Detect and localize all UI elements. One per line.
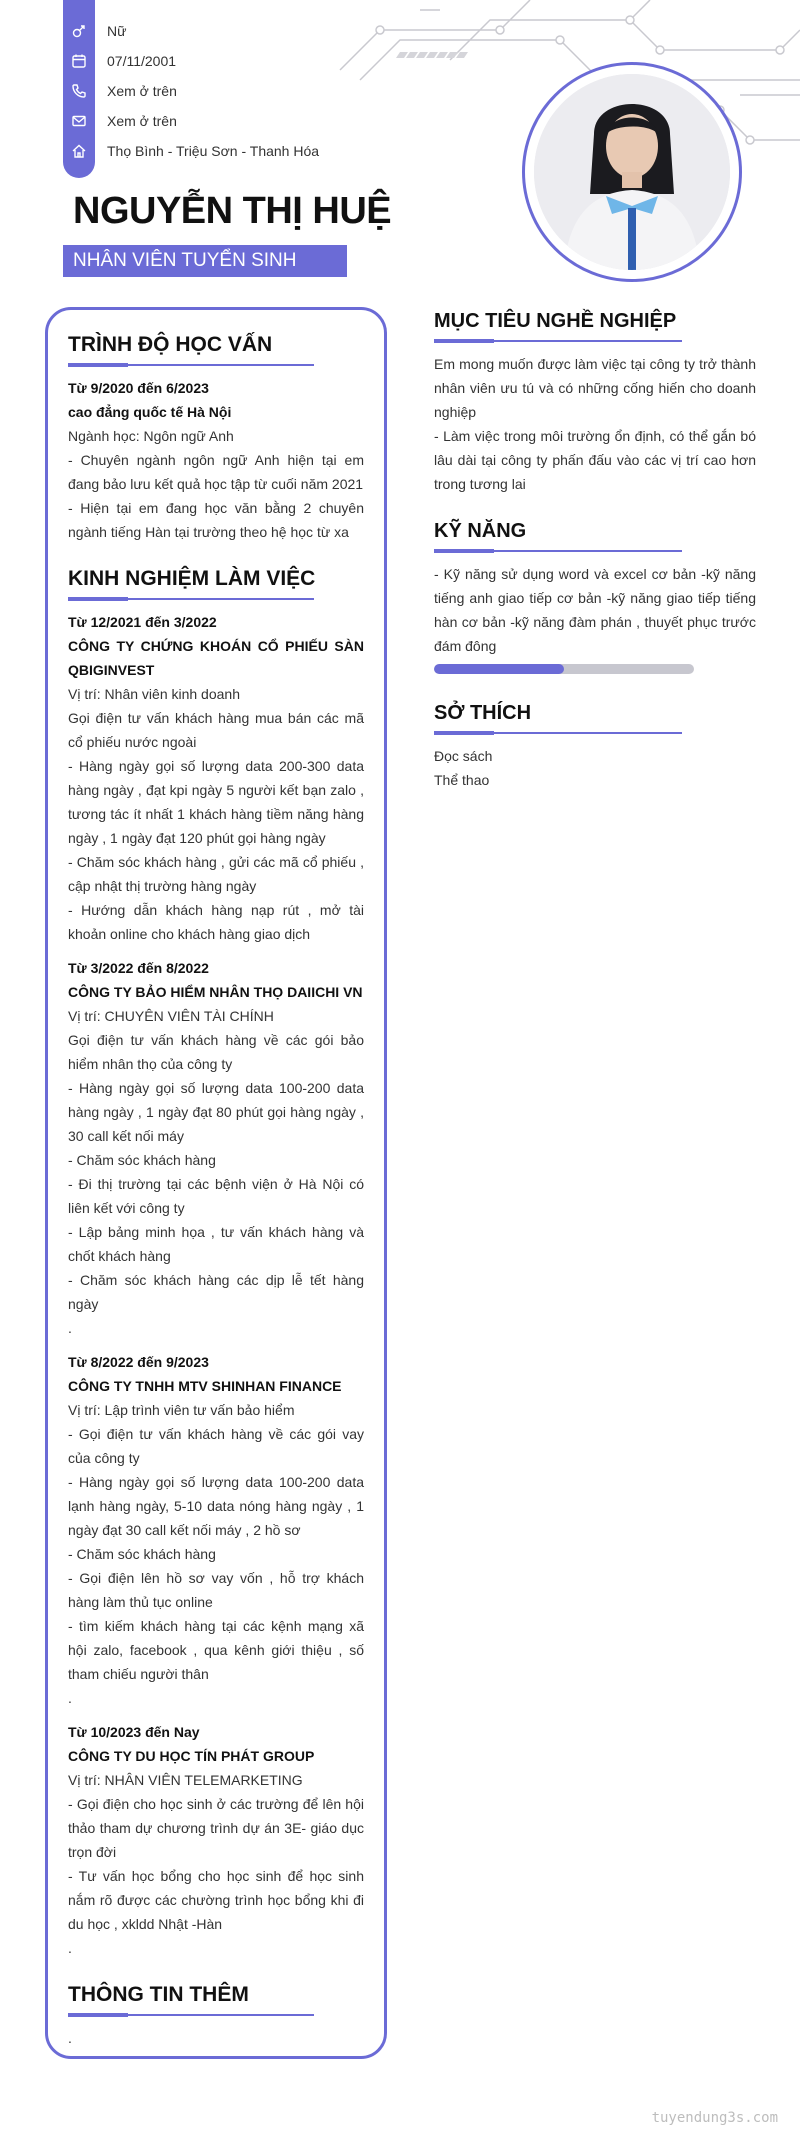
- objective-line: - Làm việc trong môi trường ổn định, có thể gắn bó lâu dài tại công ty phấn đấu vào các vị trí cao hơn trong tương lai: [434, 428, 756, 492]
- experience-company: CÔNG TY BẢO HIỂM NHÂN THỌ DAIICHI VN: [68, 984, 363, 1000]
- experience-title: KINH NGHIỆM LÀM VIỆC: [68, 567, 316, 590]
- left-column: [45, 307, 387, 2059]
- extra-info-section: [68, 1980, 364, 2050]
- experience-line: - Hướng dẫn khách hàng nạp rút , mở tài khoản online cho khách hàng giao dịch: [68, 902, 364, 942]
- contact-address: [63, 136, 319, 166]
- experience-period: Từ 10/2023 đến Nay: [68, 1724, 200, 1740]
- section-underline: [68, 598, 314, 600]
- extra-info-title: THÔNG TIN THÊM: [68, 1983, 249, 2006]
- experience-line: - Chăm sóc khách hàng: [68, 1546, 216, 1562]
- section-underline: [68, 2014, 314, 2016]
- experience-line: - Gọi điện tư vấn khách hàng về các gói vay của công ty: [68, 1426, 364, 1466]
- experience-company: CÔNG TY DU HỌC TÍN PHÁT GROUP: [68, 1748, 315, 1764]
- experience-period: Từ 12/2021 đến 3/2022: [68, 614, 217, 630]
- experience-section: [68, 564, 364, 1960]
- hobby-item: Thể thao: [434, 772, 490, 788]
- section-underline: [434, 550, 682, 552]
- education-item: [68, 376, 364, 544]
- experience-line: .: [68, 1690, 72, 1706]
- experience-line: - Chăm sóc khách hàng: [68, 1152, 216, 1168]
- watermark: tuyendung3s.com: [651, 2110, 778, 2126]
- education-period: Từ 9/2020 đến 6/2023: [68, 380, 209, 396]
- candidate-name: NGUYỄN THỊ HUỆ: [73, 190, 392, 232]
- experience-line: - Gọi điện cho học sinh ở các trường để lên hội thảo tham dự chương trình dự án 3E- giáo dục trọn đời: [68, 1796, 364, 1860]
- experience-line: Vị trí: NHÂN VIÊN TELEMARKETING: [68, 1772, 303, 1788]
- right-column: [434, 306, 756, 792]
- experience-line: .: [68, 1940, 72, 1956]
- section-underline: [434, 732, 682, 734]
- calendar-icon: [63, 46, 95, 76]
- contact-gender: [63, 16, 319, 46]
- hobbies-title: SỞ THÍCH: [434, 702, 532, 724]
- education-title: TRÌNH ĐỘ HỌC VẤN: [68, 333, 273, 356]
- education-section: [68, 330, 364, 544]
- contact-list: [63, 16, 319, 166]
- experience-line: - Gọi điện lên hồ sơ vay vốn , hỗ trợ khách hàng làm thủ tục online: [68, 1570, 364, 1610]
- experience-line: - tìm kiếm khách hàng tại các kệnh mạng xã hội zalo, facebook , qua kênh giới thiệu , số tham chiếu người thân: [68, 1618, 364, 1682]
- education-line: Ngành học: Ngôn ngữ Anh: [68, 428, 234, 444]
- experience-item: [68, 956, 364, 1340]
- skills-title: KỸ NĂNG: [434, 520, 527, 542]
- skill-level-fill: [434, 664, 564, 674]
- hobbies-section: [434, 698, 756, 792]
- experience-line: Vị trí: Lập trình viên tư vấn bảo hiểm: [68, 1402, 295, 1418]
- education-school: cao đẳng quốc tế Hà Nội: [68, 404, 232, 420]
- position-title: NHÂN VIÊN TUYỂN SINH: [63, 245, 347, 277]
- experience-line: - Hàng ngày gọi số lượng data 200-300 data hàng ngày , đạt kpi ngày 5 người kết bạn zalo , tương tác ít nhất 1 khách hàng tiềm năng hàng ngày , 1 ngày đạt 120 phút gọi hàng ngày: [68, 758, 364, 846]
- experience-line: - Chăm sóc khách hàng , gửi các mã cổ phiếu , cập nhật thị trường hàng ngày: [68, 854, 364, 894]
- objective-line: Em mong muốn được làm việc tại công ty trở thành nhân viên ưu tú và có những cống hiến cho doanh nghiệp: [434, 356, 756, 420]
- section-underline: [434, 340, 682, 342]
- experience-item: [68, 610, 364, 946]
- experience-item: [68, 1720, 364, 1960]
- skills-text: - Kỹ năng sử dụng word và excel cơ bản -kỹ năng tiếng anh giao tiếp cơ bản -kỹ năng giao tiếp tiếng hàn cơ bản -kỹ năng đàm phán , thuyết phục trước đám đông: [434, 566, 756, 654]
- experience-line: - Hàng ngày gọi số lượng data 100-200 data hàng ngày , 1 ngày đạt 80 phút gọi hàng ngày , 30 call kết nối máy: [68, 1080, 364, 1144]
- contact-email: [63, 106, 319, 136]
- skills-section: [434, 516, 756, 674]
- section-underline: [68, 364, 314, 366]
- contact-address-text: Thọ Bình - Triệu Sơn - Thanh Hóa: [107, 143, 320, 159]
- experience-line: - Tư vấn học bổng cho học sinh để học sinh nắm rõ được các chường trình học bổng khi đi du học , xkldd Nhật -Hàn: [68, 1868, 364, 1932]
- experience-company: CÔNG TY CHỨNG KHOÁN CỔ PHIẾU SÀN QBIGINVEST: [68, 638, 364, 678]
- experience-period: Từ 8/2022 đến 9/2023: [68, 1354, 209, 1370]
- objective-section: [434, 306, 756, 496]
- contact-phone: [63, 76, 319, 106]
- experience-line: Gọi điện tư vấn khách hàng mua bán các mã cổ phiếu nước ngoài: [68, 710, 364, 750]
- avatar: [534, 74, 730, 270]
- education-line: - Chuyên ngành ngôn ngữ Anh hiện tại em đang bảo lưu kết quả học tập từ cuối năm 2021: [68, 452, 364, 492]
- experience-period: Từ 3/2022 đến 8/2022: [68, 960, 209, 976]
- email-icon: [63, 106, 95, 136]
- gender-icon: [63, 16, 95, 46]
- skill-level-bar: [434, 664, 694, 674]
- contact-email-text: Xem ở trên: [107, 113, 177, 129]
- experience-line: - Lập bảng minh họa , tư vấn khách hàng và chốt khách hàng: [68, 1224, 364, 1264]
- experience-item: [68, 1350, 364, 1710]
- experience-line: - Đi thị trường tại các bệnh viện ở Hà Nội có liên kết với công ty: [68, 1176, 364, 1216]
- phone-icon: [63, 76, 95, 106]
- avatar-frame: [522, 62, 742, 282]
- experience-line: .: [68, 1320, 72, 1336]
- contact-gender-text: Nữ: [107, 23, 127, 39]
- experience-line: Vị trí: Nhân viên kinh doanh: [68, 686, 240, 702]
- contact-birthday: [63, 46, 319, 76]
- contact-phone-text: Xem ở trên: [107, 83, 177, 99]
- home-icon: [63, 136, 95, 166]
- hobby-item: Đọc sách: [434, 748, 493, 764]
- objective-title: MỤC TIÊU NGHỀ NGHIỆP: [434, 310, 677, 332]
- experience-line: Vị trí: CHUYÊN VIÊN TÀI CHÍNH: [68, 1008, 274, 1024]
- contact-birthday-text: 07/11/2001: [107, 53, 177, 69]
- experience-line: Gọi điện tư vấn khách hàng về các gói bảo hiểm nhân thọ của công ty: [68, 1032, 364, 1072]
- experience-line: - Chăm sóc khách hàng các dịp lễ tết hàng ngày: [68, 1272, 364, 1312]
- extra-info-text: .: [68, 2030, 72, 2046]
- education-line: - Hiện tại em đang học văn bằng 2 chuyên ngành tiếng Hàn tại trường theo hệ học từ xa: [68, 500, 364, 540]
- experience-line: - Hàng ngày gọi số lượng data 100-200 data lạnh hàng ngày, 5-10 data nóng hàng ngày , 1 ngày đạt 30 call kết nối máy , 2 hồ sơ: [68, 1474, 364, 1538]
- experience-company: CÔNG TY TNHH MTV SHINHAN FINANCE: [68, 1378, 342, 1394]
